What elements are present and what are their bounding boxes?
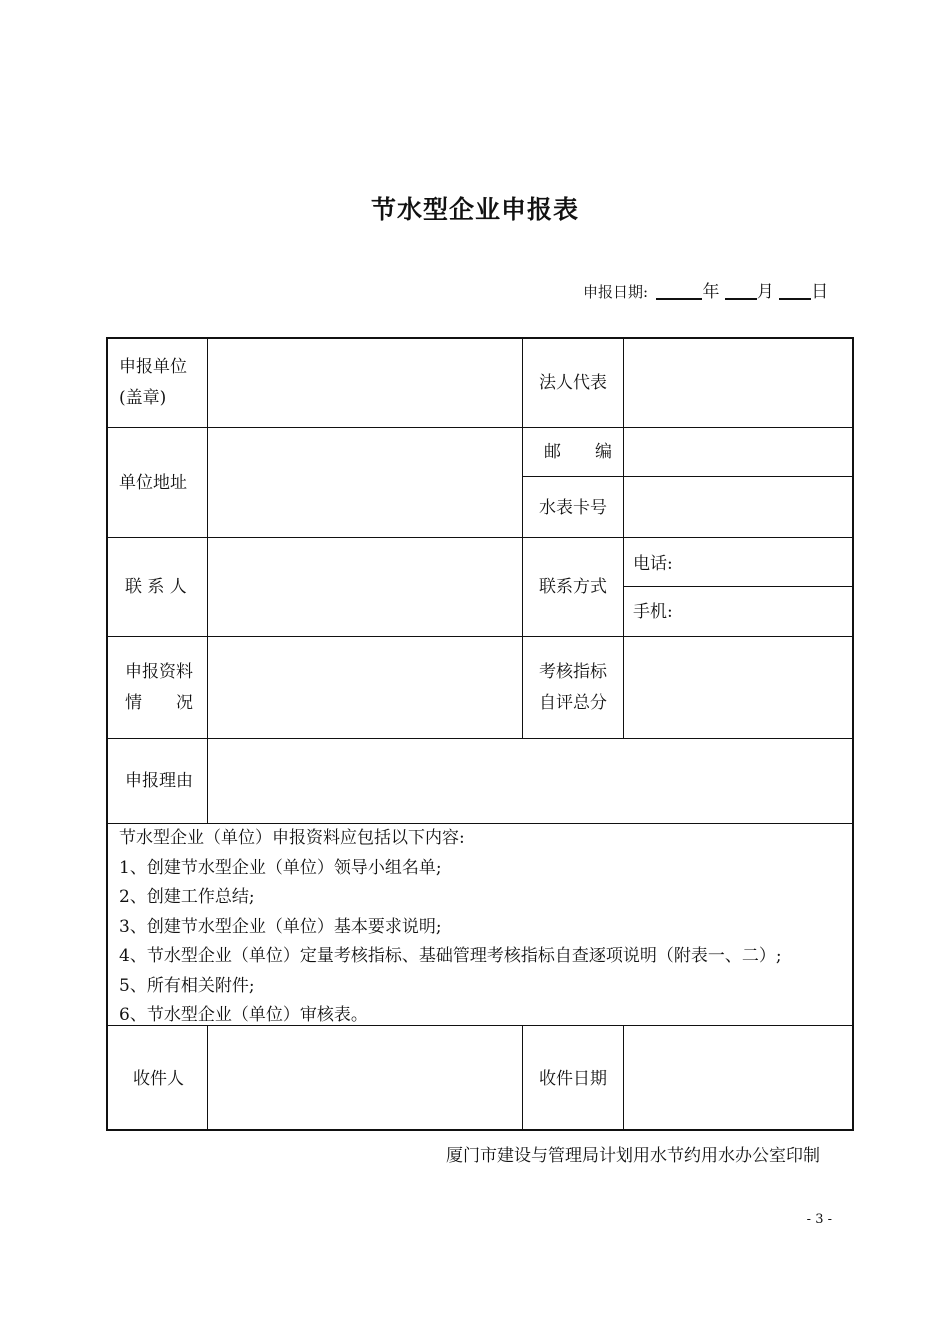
applicant-unit-label — [119, 352, 187, 414]
receiver-field[interactable] — [208, 1026, 522, 1129]
phone-field[interactable] — [683, 538, 852, 586]
score-label — [539, 657, 607, 719]
meter-card-field[interactable] — [624, 477, 852, 537]
form-title: 节水型企业申报表 — [370, 195, 579, 224]
score-label-line2: 自评总分 — [539, 693, 607, 713]
column-divider — [522, 1025, 523, 1129]
checklist-heading: 节水型企业（单位）申报资料应包括以下内容: — [119, 828, 465, 848]
unit-address-label: 单位地址 — [119, 473, 187, 493]
unit-address-field[interactable] — [208, 428, 522, 537]
phone-label: 电话: — [633, 554, 673, 574]
meter-card-label: 水表卡号 — [539, 498, 607, 518]
contact-method-label: 联系方式 — [539, 577, 607, 597]
checklist-item: 3、创建节水型企业（单位）基本要求说明; — [119, 916, 442, 937]
page-number: - 3 - — [806, 1212, 832, 1227]
mobile-field[interactable] — [683, 587, 852, 636]
application-date — [583, 277, 828, 302]
application-form-table — [106, 337, 854, 1131]
contact-person-label: 联 系 人 — [125, 577, 187, 597]
materials-checklist — [119, 824, 782, 1031]
applicant-unit-label-line1: 申报单位 — [119, 357, 187, 377]
materials-field[interactable] — [208, 637, 522, 738]
issuing-office: 厦门市建设与管理局计划用水节约用水办公室印制 — [446, 1146, 820, 1166]
receive-date-field[interactable] — [624, 1026, 852, 1129]
score-label-line1: 考核指标 — [539, 662, 607, 682]
checklist-item: 5、所有相关附件; — [119, 975, 255, 996]
date-day-field[interactable] — [779, 280, 811, 300]
date-month-label: 月 — [756, 282, 774, 302]
checklist-item: 1、创建节水型企业（单位）领导小组名单; — [119, 857, 442, 878]
materials-label-line1: 申报资料 — [125, 662, 193, 682]
checklist-item: 2、创建工作总结; — [119, 887, 255, 907]
postcode-label: 邮 编 — [544, 442, 612, 462]
column-divider — [522, 339, 523, 739]
date-month-field[interactable] — [725, 280, 757, 300]
materials-label — [125, 657, 193, 719]
score-field[interactable] — [624, 637, 852, 738]
date-label: 申报日期: — [583, 283, 649, 301]
postcode-field[interactable] — [624, 428, 852, 476]
legal-rep-field[interactable] — [624, 339, 852, 427]
applicant-unit-field[interactable] — [208, 339, 522, 427]
contact-person-field[interactable] — [208, 538, 522, 636]
checklist-item: 4、节水型企业（单位）定量考核指标、基础管理考核指标自查逐项说明（附表一、二）; — [119, 946, 782, 966]
reason-label: 申报理由 — [125, 771, 193, 791]
date-year-field[interactable] — [656, 280, 702, 300]
date-day-label: 日 — [811, 282, 829, 302]
mobile-label: 手机: — [633, 602, 673, 622]
date-year-label: 年 — [702, 282, 720, 302]
receiver-label: 收件人 — [133, 1069, 184, 1089]
applicant-unit-label-line2: (盖章) — [119, 388, 167, 408]
reason-field[interactable] — [208, 739, 852, 823]
legal-rep-label: 法人代表 — [539, 373, 607, 393]
checklist-item: 6、节水型企业（单位）审核表。 — [119, 1005, 368, 1025]
receive-date-label: 收件日期 — [539, 1069, 607, 1089]
materials-label-line2: 情 况 — [125, 693, 193, 713]
